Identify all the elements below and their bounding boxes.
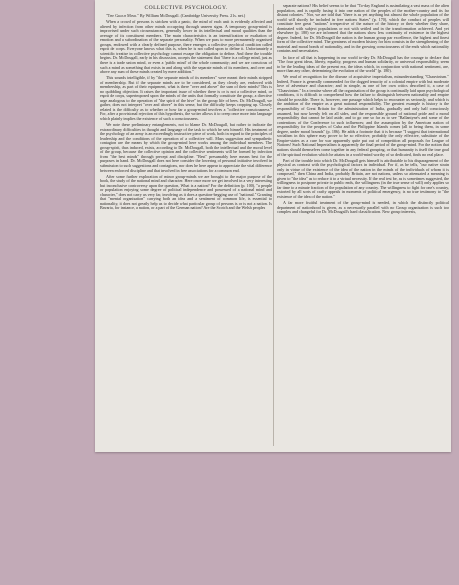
book-title: "The Group Mind." [106, 13, 139, 18]
right-column [277, 4, 449, 448]
book-details: By William McDougall. (Cambridge University Press. 21s. net.) [139, 13, 246, 18]
left-column [100, 4, 272, 448]
left-paragraph-4: After some further exploration of minor group-minds we are brought to the major purpose of the book, the study of the national mind and character. Here once more we get involved in a very interesting but inconclusive controversy upon the question, What is a nation? For the definition (p. 100), "a people or population enjoying some degree of political independence and possessed of a national mind and character," does not carry us very far, involving as it does a question-begging use of "national." Granting that "mental organisation" carrying both an idea and a sentiment of common life, is essential to nationality, it does not greatly help us to decide what particular group of persons is or is not a nation. Is Bavaria, for instance, a nation, or a part of the German nation? Are the Scotch and the Welsh peoples [100, 173, 272, 211]
left-paragraph-1: When a crowd of persons is stricken with a panic, the mind of each unit is evidently affected and altered by infection from other minds occupying through unseen signs. A temporary group-mind is improvised under such circumstances, generally lower in its intellectual and moral qualities than the average of its constituent members. The main characteristics is an intensification or exaltation of emotion and a subordination of the separate personality. When we pass to more permanently organised groups, endowed with a clearly defined purpose, there emerges a collective psychical condition called esprit de corps. Everyone knows what this is, when he is not called upon to define it. Unfortunately a scientific treatise in collective psychology cannot escape the obligation to define. And there the trouble begins. Dr. McDougall, early in his discussion, accepts the statement that "there is a college mind, just as there is a trade union mind, or even a 'public mind' of the whole community; and we are conscious of such a mind as something that exists in and along with the separate minds of its members, and over and above any sum of these minds created by mere addition." [100, 19, 272, 75]
column-divider [273, 4, 274, 446]
right-paragraph-3: We read of recognition for the disease of acquisitive imperialism, misunderstanding "Chauvinism." Indeed, France is generally commended for the dogged tenacity of a colonial empire with but moderate love of adventure and character; and in simple, as one of her own critics described it, a case of "Chauvinism." In a treatise where all the organisation of the group is continually laid upon psychological conditions, it is difficult to comprehend how the failure to distinguish between nationality and empire should be possible. There is, however, one passage which helps to encounter us seriously, and which is the ambition of the empire as a great national responsibility. The greatest example is history is the responsibility of Great Britain for the administration of India, gradually and only half consciously assumed, but now keenly felt on all sides, and the responsible ground of national pride and a moral responsibility that cannot be laid aside, and to go one so far as to see "Ballantyne's and some of the contentions of the Conference to such influences; and the assumption by the American nation of responsibility for the peoples of Cuba and the Philippine Islands comes (all to being them, in some degree, under moral bounds" (p. 186). He adds a footnote that it is because "I suggest that international socialism in this sphere may prove to be so effective, probably the only effective, substitute of the Empire-states as a cure for war apparently quite put out of competition all proposals for League of Nations! Such National Imperialism is apparently the final period of the group-mind. For the notion that nations should themselves come together in any federal grouping, or that humanity is itself the true goal of the spiritual evolution which he attains in a world-mind worthy of so dedicated, finds no real place. [277, 74, 449, 157]
article-header: COLLECTIVE PSYCHOLOGY. [144, 5, 228, 11]
right-paragraph-1: separate nations? His belief seems to be that "To-day England is assimilating a vast mass of the alien population, and is rapidly fusing it into one nation of the peoples of the mother-country and its far distant colonies." Nor, we are told that "there is as yet anything but almost the whole population of the world will shortly be included in free nations States" (p. 170), which the conduct of peoples will constitute free great "nations" irrespective of the nature of the history or their whether they share, dominated with subject populations or not with settled and in the transformation achieved. And yet elsewhere (p. 180) we are informed that the nations show less continuity of existence in the highest degree. Indeed, for Dr. McDougall the nation is the human group par excellence, the highest and finest form of the collective mind. The greatness of modern history for him consists in the strengthening of the material and moral bonds of nationality, and in the growing consciousness of the ends which nationality contains and necessitates. [277, 4, 449, 54]
right-paragraph-5: A far more fruitful treatment of the group-mind is needed, in which the distinctly political department of nationhood is given, as a necessarily parallel with no Group organisation is such too complex and changeful for Dr. McDougall's hard classification. New group interests, [277, 199, 449, 215]
newspaper-page [95, 0, 451, 452]
left-paragraph-2: This sounds intelligible, if by "the separate minds of its members" were meant their minds stripped of membership. But if the separate minds are to be considered, as they clearly are, endowed with membership, as part of their equipment, what is there "over and above" the sum of their minds? This is no quibbling objection. It raises the important issue of whether there is or is not a collective mind, or esprit de corps, superimposed upon the minds of the units that formally constitute the group, a directive urge analogous to the operation of "the spirit of the hive" in the group life of bees. Dr. McDougall, we gather, does not interpret "over and above" in this sense, but the difficulty keeps cropping up. Closely related is the difficulty as to whether or how far a group-mind involves a "collective consciousness." For, after a provisional rejection of this hypothesis, the writer allows it to creep once more into language which plainly implies the existence of such a consciousness. [100, 75, 272, 122]
book-citation [100, 14, 272, 19]
right-paragraph-2: In face of all that is happening in our world to-day Dr. McDougall has the courage to declare that "The four great ideas, liberty, equality, progress and human solidarity, or universal responsibility, seem to be the leading ideas of the present era, the ideas which, in conjunction with national sentiment, are, more than any other, determining the evolution of the world" (p. 180). [277, 54, 449, 74]
left-paragraph-3: We note these preliminary entanglements, not to blame Dr. McDougall, but rather to indicate the extraordinary difficulties in thought and language of the task to which he sets himself. His treatment of the psychology of an army is an exceedingly instructive piece of work, both in regard to the principles of leadership and the conditions of the operation of a collective will. Mass suggestion and sympathetic contagion are the means by which the group-mind here works among the individual members. The group-spirit, thus induced, exists, according to Dr. McDougall, both the intellectual and the moral level of the group, because the collective opinion and the collective sentiments will be formed by infection from "the best minds" through precept and discipline. "Best" presumably here means best for the purposes in hand. Dr. McDougall does not here consider the lowering of personal initiative involved in submission to such suggestions and contagions, nor does he here appear to appreciate the vital difference between enforced discipline and that involved in free associations for a common end. [100, 122, 272, 173]
right-paragraph-4: Part of the trouble into which Dr. McDougall gets himself is attributable to his disparagement of the physical as contrast with the psychological factors in individual. For if, as he tells, "our native strain only in virtue of the existence of the idea of the nation in the minds of the individuals of whom it is composed," then China and India, probably Britain, are not nations, unless so attenuated a meaning is given to "the idea" as to reduce it to a virtual necessity. If the real test be, as is sometimes suggested, the willingness to postpone private to public ends, the willingness (in the true sense of will) only applies so far time to a minute fraction of the population of any country. The willingness to fight for one's country, extorted by all sorts of crafty appeals in moments of political emergency, is no true testimony to "the existence of the idea of the nation." [277, 157, 449, 199]
